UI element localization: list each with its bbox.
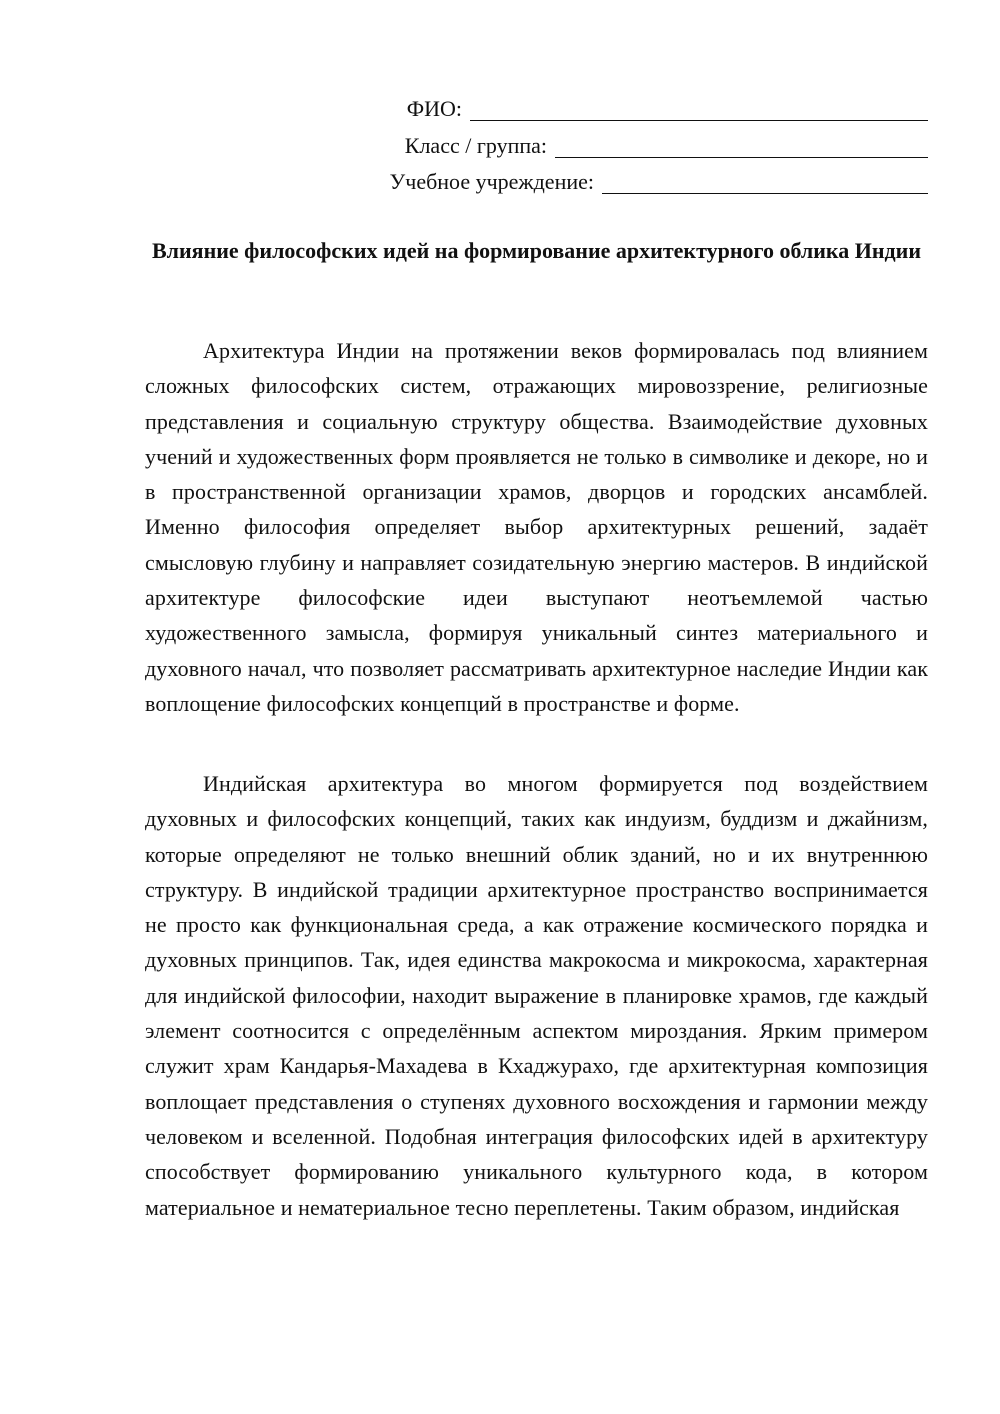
institution-blank-line bbox=[602, 175, 928, 194]
document-title: Влияние философских идей на формирование архитектурного облика Индии bbox=[151, 238, 922, 263]
institution-label: Учебное учреждение: bbox=[389, 169, 594, 194]
paragraph-2: Индийская архитектура во многом формируется под воздействием духовных и философских концепций, таких как индуизм, буддизм и джайнизм, которые определяют не только внешний облик зданий, но и их внутреннюю структуру. В индийской традиции архитектурное пространство воспринимается не просто как функциональная среда, а как отражение космического порядка и духовных принципов. Так, идея единства макрокосма и микрокосма, характерная для индийской философии, находит выражение в планировке храмов, где каждый элемент соотносится с определённым аспектом мироздания. Ярким примером служит храм Кандарья-Махадева в Кхаджурахо, где архитектурная композиция воплощает представления о ступенях духовного восхождения и гармонии между человеком и вселенной. Подобная интеграция философских идей в архитектуру способствует формированию уникального культурного кода, в котором материальное и нематериальное тесно переплетены. Таким образом, индийская bbox=[145, 771, 928, 1220]
paragraph-1: Архитектура Индии на протяжении веков формировалась под влиянием сложных философских систем, отражающих мировоззрение, религиозные представления и социальную структуру общества. Взаимодействие духовных учений и художественных форм проявляется не только в символике и декоре, но и в пространственной организации храмов, дворцов и городских ансамблей. Именно философия определяет выбор архитектурных решений, задаёт смысловую глубину и направляет созидательную энергию мастеров. В индийской архитектуре философские идеи выступают неотъемлемой частью художественного замысла, формируя уникальный синтез материального и духовного начал, что позволяет рассматривать архитектурное наследие Индии как воплощение философских концепций в пространстве и форме. bbox=[145, 338, 928, 716]
fio-field bbox=[407, 94, 928, 124]
fio-label: ФИО: bbox=[406, 96, 462, 121]
class-group-blank-line bbox=[555, 139, 928, 158]
class-group-label: Класс / группа: bbox=[404, 133, 547, 158]
institution-field bbox=[390, 167, 928, 197]
class-group-field bbox=[405, 131, 928, 161]
fio-blank-line bbox=[470, 102, 928, 121]
